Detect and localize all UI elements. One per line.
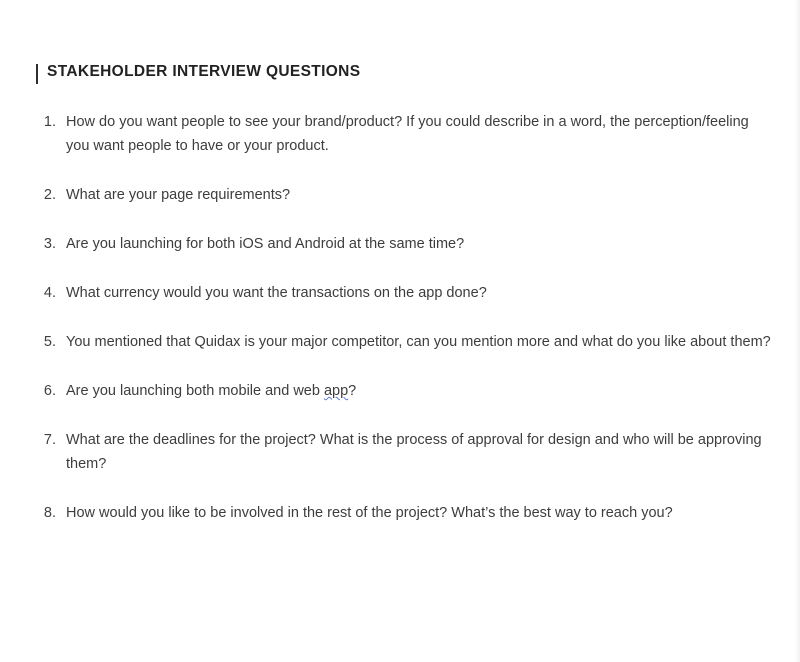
question-text-after: ?: [348, 383, 357, 399]
question-number: 5.: [43, 334, 56, 350]
question-text: How would you like to be involved in the rest of the project? What’s the best way to reach you?: [66, 505, 673, 521]
list-item: [36, 183, 776, 207]
document-body: [36, 62, 776, 525]
question-text: [66, 379, 356, 403]
question-text: What currency would you want the transactions on the app done?: [66, 285, 487, 301]
misspelled-word: app: [323, 383, 349, 399]
question-number: 2.: [43, 187, 56, 203]
question-text: How do you want people to see your brand/product? If you could describe in a word, the perception/feeling you want people to have or your product.: [66, 114, 749, 154]
question-number: 1.: [43, 114, 56, 130]
question-text-before: Are you launching both mobile and web: [66, 383, 324, 399]
page-title: STAKEHOLDER INTERVIEW QUESTIONS: [47, 63, 361, 80]
list-item: [36, 110, 776, 158]
list-item: [36, 428, 776, 476]
page-edge-shadow: [794, 0, 800, 662]
question-text: What are your page requirements?: [66, 187, 291, 203]
list-item: [36, 501, 776, 525]
list-item: [36, 379, 776, 403]
list-item: [36, 330, 776, 354]
question-number: 4.: [43, 285, 56, 301]
list-item: [36, 232, 776, 256]
question-number: 7.: [43, 432, 56, 448]
question-list: [36, 110, 776, 525]
question-number: 6.: [43, 383, 56, 399]
list-item: [36, 281, 776, 305]
question-number: 3.: [43, 236, 56, 252]
title-accent-bar: [36, 64, 38, 84]
question-number: 8.: [43, 505, 56, 521]
question-text: Are you launching for both iOS and Android at the same time?: [66, 236, 465, 252]
question-text: You mentioned that Quidax is your major competitor, can you mention more and what do you like about them?: [66, 334, 771, 350]
question-text: What are the deadlines for the project? What is the process of approval for design and who will be approving them?: [66, 432, 762, 472]
document-title-row: [36, 62, 776, 84]
